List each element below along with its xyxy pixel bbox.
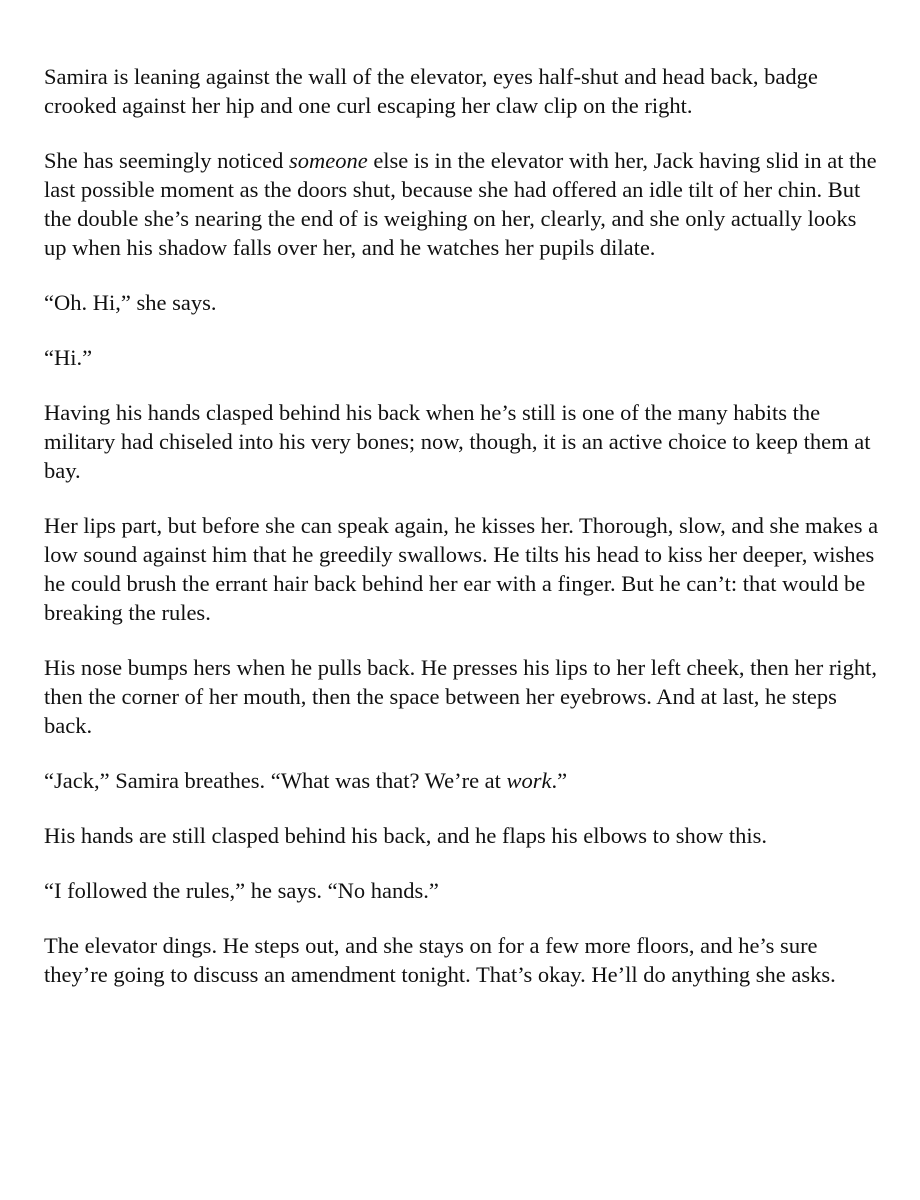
- text-run: His hands are still clasped behind his back, and he flaps his elbows to show this.: [44, 823, 768, 848]
- text-run: “Oh. Hi,” she says.: [44, 290, 217, 315]
- paragraph: [44, 511, 880, 627]
- text-run: She has seemingly noticed: [44, 148, 289, 173]
- text-run: “Jack,” Samira breathes. “What was that? We’re at: [44, 768, 507, 793]
- text-run: else is in the elevator with her, Jack having slid in at the last possible moment as the doors shut, because she had offered an idle tilt of her chin. But the double she’s nearing the end of is weighing on her, clearly, and she only actually looks up when his shadow falls over her, and he watches her pupils dilate.: [44, 148, 877, 260]
- emphasized-text: work: [506, 768, 552, 793]
- emphasized-text: someone: [288, 148, 368, 173]
- document-body: [44, 62, 880, 989]
- paragraph: [44, 398, 880, 485]
- text-run: Her lips part, but before she can speak again, he kisses her. Thorough, slow, and she makes a low sound against him that he greedily swallows. He tilts his head to kiss her deeper, wishes he could brush the errant hair back behind her ear with a finger. But he can’t: that would be breaking the rules.: [44, 513, 879, 625]
- text-run: .”: [551, 768, 568, 793]
- paragraph: [44, 62, 880, 120]
- text-run: His nose bumps hers when he pulls back. He presses his lips to her left cheek, then her right, then the corner of her mouth, then the space between her eyebrows. And at last, he steps back.: [44, 655, 877, 738]
- paragraph: [44, 653, 880, 740]
- paragraph: [44, 146, 880, 262]
- text-run: The elevator dings. He steps out, and she stays on for a few more floors, and he’s sure they’re going to discuss an amendment tonight. That’s okay. He’ll do anything she asks.: [44, 933, 836, 987]
- paragraph: [44, 288, 880, 317]
- paragraph: [44, 766, 880, 795]
- text-run: Having his hands clasped behind his back when he’s still is one of the many habits the military had chiseled into his very bones; now, though, it is an active choice to keep them at bay.: [44, 400, 871, 483]
- paragraph: [44, 931, 880, 989]
- text-run: “I followed the rules,” he says. “No hands.”: [44, 878, 439, 903]
- paragraph: [44, 343, 880, 372]
- paragraph: [44, 876, 880, 905]
- text-run: Samira is leaning against the wall of the elevator, eyes half-shut and head back, badge crooked against her hip and one curl escaping her claw clip on the right.: [44, 64, 818, 118]
- text-run: “Hi.”: [44, 345, 93, 370]
- paragraph: [44, 821, 880, 850]
